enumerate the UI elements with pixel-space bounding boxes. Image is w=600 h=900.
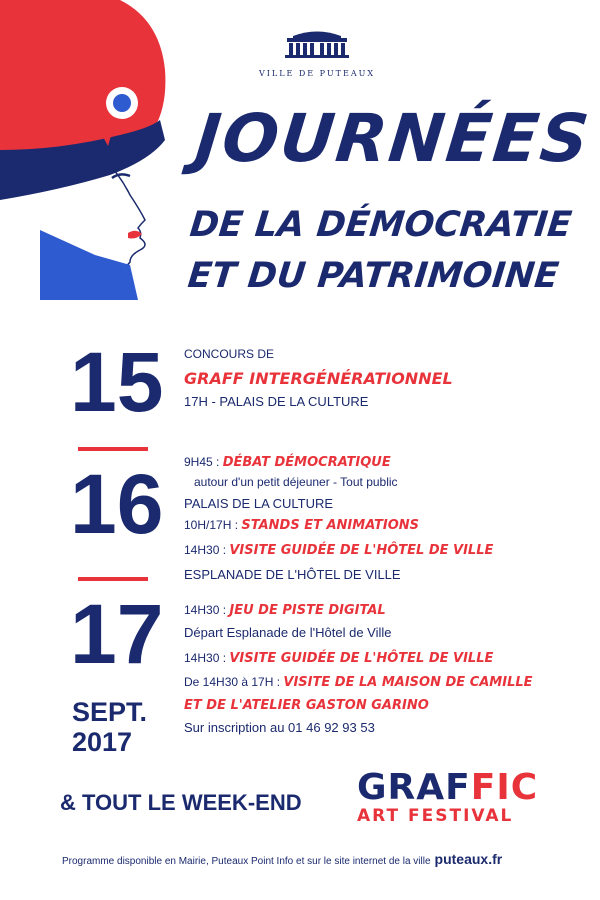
day17-event3: [184, 675, 533, 690]
day16-e1-time: 9H45 :: [184, 455, 223, 469]
graffic-part-b: FIC: [470, 767, 539, 808]
day16-event3: [184, 543, 493, 558]
day16-e2-time: 10H/17H :: [184, 518, 242, 532]
date-divider: [78, 447, 148, 451]
day16-e1-title: DÉBAT DÉMOCRATIQUE: [222, 455, 391, 470]
title-line-3: ET DU PATRIMOINE: [185, 256, 561, 296]
day17-event1: [184, 603, 386, 618]
day17-e2-time: 14H30 :: [184, 651, 230, 665]
marianne-illustration: [0, 0, 190, 305]
day17-event2: [184, 651, 493, 666]
day16-e2-title: STANDS ET ANIMATIONS: [241, 518, 420, 533]
day17-e1-time: 14H30 :: [184, 603, 230, 617]
weekend-banner: & TOUT LE WEEK-END: [60, 790, 302, 815]
city-name: VILLE DE PUTEAUX: [258, 69, 376, 78]
day16-e3-time: 14H30 :: [184, 543, 230, 557]
date-17: 17: [70, 587, 164, 681]
date-16: 16: [70, 457, 164, 551]
day16-event1: [184, 455, 391, 470]
footer-text: Programme disponible en Mairie, Puteaux Point Info et sur le site internet de la ville: [62, 856, 431, 867]
day17-e2-title: VISITE GUIDÉE DE L'HÔTEL DE VILLE: [229, 651, 494, 666]
day16-e1-place: PALAIS DE LA CULTURE: [184, 496, 334, 511]
day16-e3-title: VISITE GUIDÉE DE L'HÔTEL DE VILLE: [229, 543, 494, 558]
date-divider: [78, 577, 148, 581]
year: 2017: [72, 727, 133, 757]
day16-e1-desc: autour d'un petit déjeuner - Tout public: [194, 475, 398, 489]
day16-event2: [184, 518, 419, 533]
graffic-art-festival-logo: [357, 767, 539, 826]
title-line-2: DE LA DÉMOCRATIE: [187, 205, 574, 245]
day15-line1: CONCOURS DE: [184, 347, 275, 361]
ville-logo: [252, 30, 382, 78]
art-festival: ART FESTIVAL: [357, 806, 514, 826]
day17-e3-time: De 14H30 à 17H :: [184, 675, 284, 689]
month: SEPT.: [72, 697, 148, 727]
graffic-part-a: GRAF: [357, 767, 471, 808]
footer: [62, 851, 502, 867]
title-line-1: JOURNÉES: [191, 100, 595, 177]
day16-e3-place: ESPLANADE DE L'HÔTEL DE VILLE: [184, 567, 401, 582]
day17-e3-title2: ET DE L'ATELIER GASTON GARINO: [184, 698, 429, 713]
date-15: 15: [70, 335, 164, 429]
day17-e3-title: VISITE DE LA MAISON DE CAMILLE: [283, 675, 533, 690]
day15-place: 17H - PALAIS DE LA CULTURE: [184, 394, 369, 409]
website-link[interactable]: puteaux.fr: [434, 851, 503, 867]
day17-e3-note: Sur inscription au 01 46 92 93 53: [184, 720, 375, 735]
day17-e1-place: Départ Esplanade de l'Hôtel de Ville: [184, 625, 392, 640]
day17-e1-title: JEU DE PISTE DIGITAL: [229, 603, 386, 618]
month-year: [72, 697, 147, 757]
building-icon: [279, 30, 355, 58]
day15-event-title: GRAFF INTERGÉNÉRATIONNEL: [184, 369, 453, 388]
